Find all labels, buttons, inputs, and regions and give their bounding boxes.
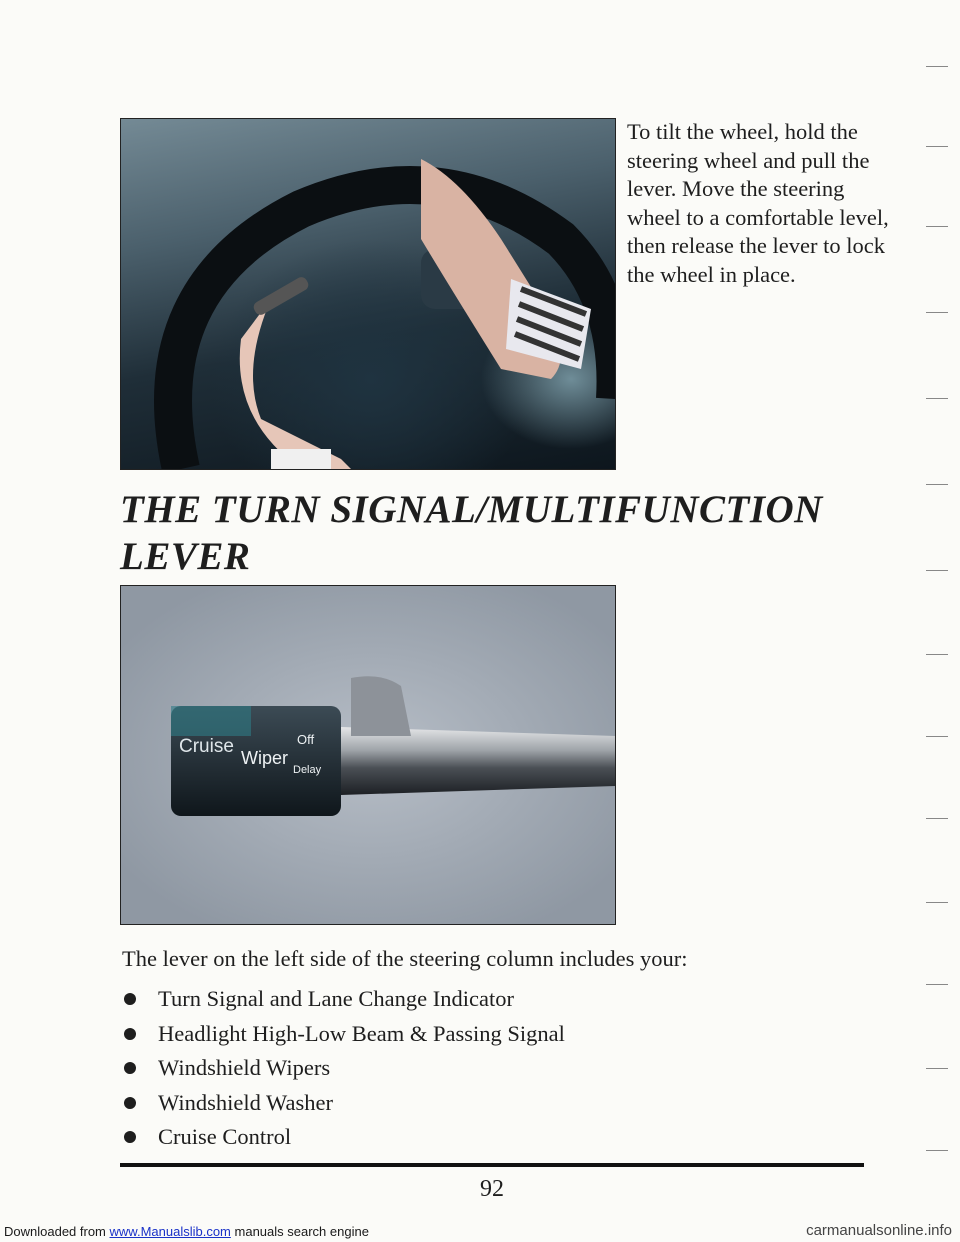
tilt-wheel-photo (120, 118, 616, 470)
multifunction-lever-photo (120, 585, 616, 925)
margin-tick (926, 570, 948, 571)
bullet-icon (124, 1097, 136, 1109)
watermark: carmanualsonline.info (806, 1222, 952, 1239)
margin-tick (926, 984, 948, 985)
lever-description: The lever on the left side of the steering column includes your: (122, 946, 688, 971)
margin-tick (926, 736, 948, 737)
lever-features-list (122, 982, 842, 1155)
margin-tick (926, 1150, 948, 1151)
bullet-icon (124, 1131, 136, 1143)
download-footer: Downloaded from www.Manualslib.com manuals search engine (4, 1224, 369, 1239)
section-heading: THE TURN SIGNAL/MULTIFUNCTION LEVER (120, 488, 823, 578)
bullet-icon (124, 1062, 136, 1074)
list-item: Headlight High-Low Beam & Passing Signal (122, 1017, 842, 1052)
margin-tick (926, 1068, 948, 1069)
bullet-icon (124, 1028, 136, 1040)
margin-tick (926, 484, 948, 485)
page-number: 92 (480, 1176, 504, 1202)
margin-tick (926, 654, 948, 655)
margin-tick (926, 66, 948, 67)
manualslib-link[interactable]: www.Manualslib.com (109, 1224, 231, 1239)
tilt-wheel-illustration (121, 119, 615, 469)
lever-label-cruise: Cruise (179, 736, 234, 757)
lever-label-delay: Delay (293, 764, 322, 776)
bullet-icon (124, 993, 136, 1005)
margin-tick (926, 146, 948, 147)
footer-rule (120, 1163, 864, 1167)
lever-label-wiper: Wiper (241, 748, 289, 768)
list-item: Cruise Control (122, 1120, 842, 1155)
tilt-instructions: To tilt the wheel, hold the steering wheel and pull the lever. Move the steering wheel to a comfortable level, then release the lever to lock the wheel in place. (627, 119, 889, 287)
margin-tick (926, 312, 948, 313)
margin-tick (926, 398, 948, 399)
list-item: Windshield Washer (122, 1086, 842, 1121)
margin-tick (926, 226, 948, 227)
margin-tick (926, 902, 948, 903)
list-item: Turn Signal and Lane Change Indicator (122, 982, 842, 1017)
lever-label-off: Off (297, 732, 315, 747)
margin-tick (926, 818, 948, 819)
list-item: Windshield Wipers (122, 1051, 842, 1086)
